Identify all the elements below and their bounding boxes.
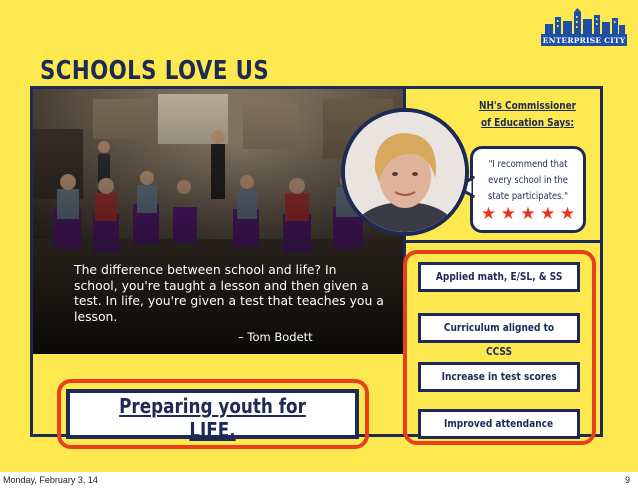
commissioner-heading-line-2: of Education Says: [480, 117, 575, 129]
star-icon: ★ [500, 204, 516, 224]
commissioner-heading [479, 98, 577, 132]
star-icon: ★ [520, 204, 536, 224]
benefit-label: Curriculum aligned to CCSS [443, 321, 555, 358]
commissioner-quote: "I recommend that every school in the state participates." [487, 159, 568, 202]
tagline: Preparing youth for LIFE. [119, 394, 306, 442]
commissioner-heading-line-1: NH's Commissioner [478, 100, 577, 112]
benefit-applied-math [418, 262, 580, 292]
benefit-label: Applied math, E/SL, & SS [435, 270, 563, 283]
star-icon: ★ [480, 204, 497, 224]
quote-author: – Tom Bodett [238, 330, 313, 344]
page-number: 9 [624, 475, 630, 485]
benefit-attendance [418, 409, 580, 439]
footer-date: Monday, February 3, 14 [3, 475, 98, 485]
slide-title: SCHOOLS LOVE US [40, 56, 270, 86]
star-icon: ★ [559, 204, 576, 224]
star-rating [480, 206, 576, 223]
horizontal-divider [403, 240, 602, 243]
logo-wordmark: ENTERPRISE CITY [542, 36, 626, 45]
quote-text: The difference between school and life? In school, you're taught a lesson and then given a test. In life, you're given a test that teaches you a lesson. [74, 262, 384, 324]
benefit-label: Increase in test scores [441, 370, 557, 383]
benefit-test-scores [418, 362, 580, 392]
benefit-curriculum [418, 313, 580, 358]
star-icon: ★ [540, 204, 556, 224]
benefit-label: Improved attendance [444, 417, 554, 430]
commissioner-portrait [341, 108, 469, 236]
